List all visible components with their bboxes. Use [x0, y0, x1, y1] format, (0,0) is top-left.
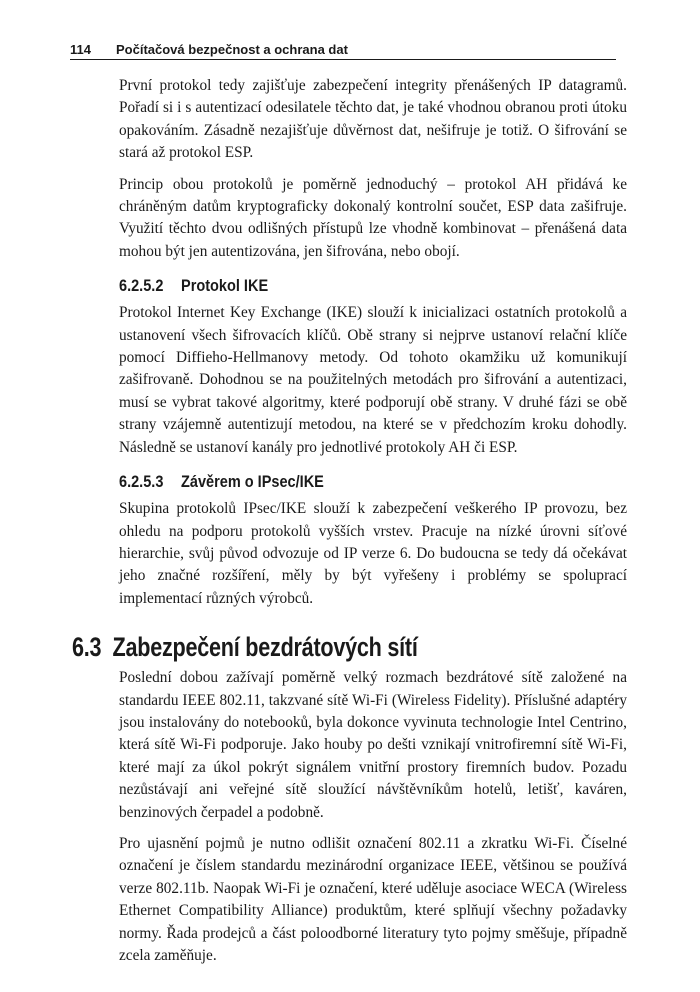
paragraph-wifi-terms: Pro ujasnění pojmů je nutno odlišit označení 802.11 a zkratku Wi-Fi. Číselné označení je číslem standardu mezinárodní organizace IEEE, většinou se používá verze 802.11b. Naopak Wi-Fi je označení, které uděluje asociace WECA (Wireless Ethernet Compatibility Alliance) produktům, které splňují všechny požadavky normy. Řada prodejců a část poloodborné literatury tyto pojmy směšuje, případně zcela zaměňuje.	[119, 834, 627, 964]
section-number: 6.2.5.3	[119, 473, 164, 492]
section-number: 6.2.5.2	[119, 277, 164, 296]
chapter-title: Zabezpečení bezdrátových sítí	[112, 632, 418, 663]
paragraph-ah-integrity: První protokol tedy zajišťuje zabezpečení integrity přenášených IP datagramů. Pořadí si i s autentizací odesilatele těchto dat, je také vhodnou obranou proti útoku opakováním. Zásadně nezajišťuje důvěrnost dat, nešifruje je totiž. O šifrování se stará až protokol ESP.	[119, 77, 627, 162]
header-rule	[70, 59, 616, 60]
paragraph-ah-esp-principle: Princip obou protokolů je poměrně jednoduchý – protokol AH přidává ke chráněným datům kryptograficky dokonalý kontrolní součet, ESP data zašifruje. Využití těchto dvou odlišných přístupů lze vhodně kombinovat – přenášená data mohou být jen autentizována, jen šifrována, nebo obojí.	[119, 175, 627, 260]
chapter-heading-wireless	[72, 632, 516, 663]
section-title: Závěrem o IPsec/IKE	[181, 473, 324, 492]
page-number: 114	[70, 42, 91, 57]
book-title: Počítačová bezpečnost a ochrana dat	[116, 42, 348, 57]
running-header	[70, 38, 616, 60]
section-title: Protokol IKE	[181, 277, 269, 296]
paragraph-ike: Protokol Internet Key Exchange (IKE) slouží k inicializaci ostatních protokolů a ustanovení všech šifrovacích klíčů. Obě strany si nejprve ustanoví relační klíče pomocí Diffieho-Hellmanovy metody. Od tohoto okamžiku už komunikují zašifrovaně. Dohodnou se na použitelných metodách pro šifrování a autentizaci, musí se vybrat takové algoritmy, které podporují obě strany. V druhé fázi se obě strany vzájemně autentizují metodou, na které se v předchozím kroku dohodly. Následně se ustanoví kanály pro jednotlivé protokoly AH či ESP.	[119, 304, 627, 456]
section-heading-conclusion	[119, 473, 566, 492]
chapter-number: 6.3	[72, 632, 102, 663]
paragraph-wifi-intro: Poslední dobou zažívají poměrně velký rozmach bezdrátové sítě založené na standardu IEEE 802.11, takzvané sítě Wi-Fi (Wireless Fidelity). Příslušné adaptéry jsou instalovány do notebooků, byla dokonce vyvinuta technologie Intel Centrino, která sítě Wi-Fi podporuje. Jako houby po dešti vznikají vnitrofiremní sítě Wi-Fi, které mají za úkol pokrýt signálem vnitřní prostory firemních budov. Pozadu nezůstávají ani veřejné sítě sloužící návštěvníkům hotelů, letišť, kaváren, benzinových čerpadel a podobně.	[119, 669, 627, 821]
paragraph-ipsec-conclusion: Skupina protokolů IPsec/IKE slouží k zabezpečení veškerého IP provozu, bez ohledu na podporu protokolů vyšších vrstev. Pracuje na nízké úrovni síťové hierarchie, svůj původ odvozuje od IP verze 6. Do budoucna se tedy dá očekávat jeho značné rozšíření, měly by být vyřešeny i problémy se spoluprací implementací různých výrobců.	[119, 500, 627, 607]
page-body	[72, 75, 627, 967]
section-heading-ike	[119, 277, 566, 296]
